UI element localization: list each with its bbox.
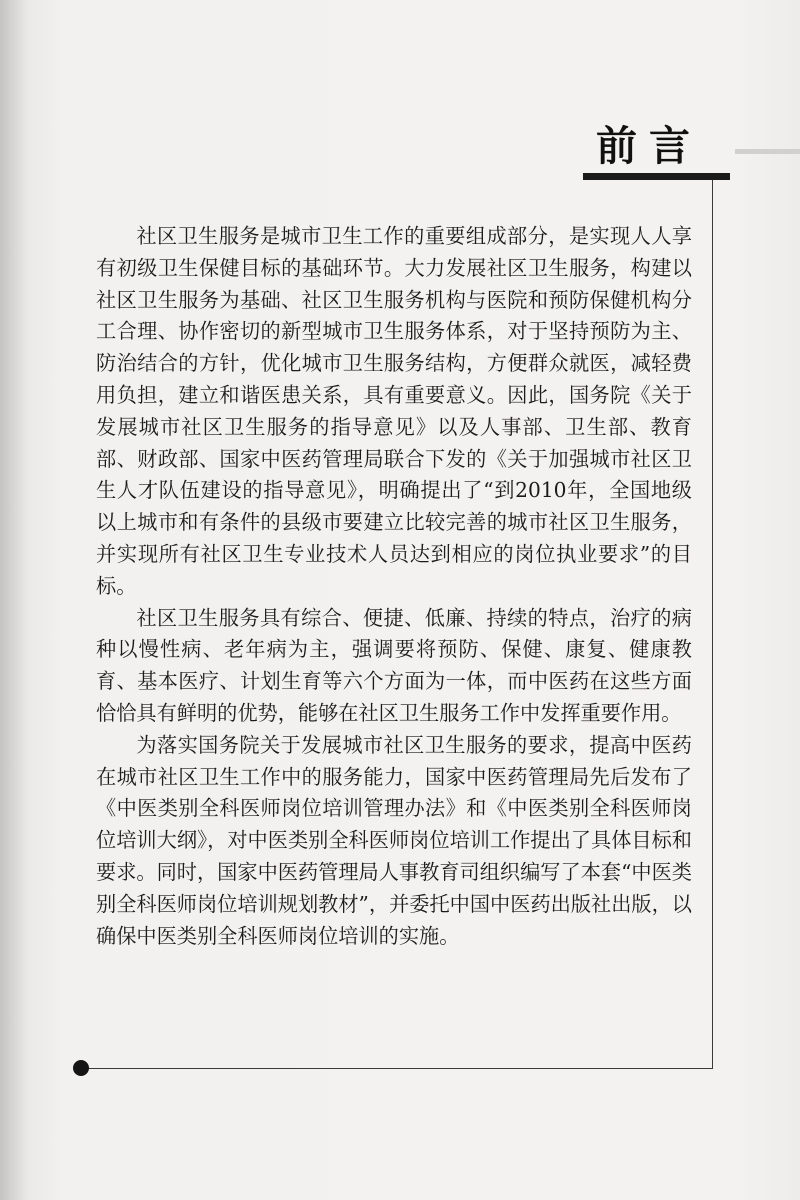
paragraph: 社区卫生服务具有综合、便捷、低廉、持续的特点，治疗的病种以慢性病、老年病为主，强调要将预防、保健、康复、健康教育、基本医疗、计划生育等六个方面为一体，而中医药在这些方面恰恰具有鲜明的优势，能够在社区卫生服务工作中发挥重要作用。: [96, 605, 692, 725]
paragraph: 为落实国务院关于发展城市社区卫生服务的要求，提高中医药在城市社区卫生工作中的服务能力，国家中医药管理局先后发布了《中医类别全科医师岗位培训管理办法》和《中医类别全科医师岗位培训大纲》，对中医类别全科医师岗位培训工作提出了具体目标和要求。同时，国家中医药管理局人事教育司组织编写了本套“中医类别全科医师岗位培训规划教材”，并委托中国中医药出版社出版，以确保中医类别全科医师岗位培训的实施。: [96, 732, 692, 948]
preface-body: [96, 221, 692, 952]
frame-bottom-line: [82, 1068, 713, 1069]
frame-corner-dot: [73, 1060, 89, 1076]
binding-shadow: [0, 0, 30, 1200]
page-title: 前言: [596, 122, 702, 170]
bleed-through-rule: [735, 149, 800, 154]
frame-right-line: [712, 180, 713, 1069]
title-underline: [583, 173, 730, 180]
paragraph: 社区卫生服务是城市卫生工作的重要组成部分，是实现人人享有初级卫生保健目标的基础环节。大力发展社区卫生服务，构建以社区卫生服务为基础、社区卫生服务机构与医院和预防保健机构分工合理、协作密切的新型城市卫生服务体系，对于坚持预防为主、防治结合的方针，优化城市卫生服务结构，方便群众就医，减轻费用负担，建立和谐医患关系，具有重要意义。因此，国务院《关于发展城市社区卫生服务的指导意见》以及人事部、卫生部、教育部、财政部、国家中医药管理局联合下发的《关于加强城市社区卫生人才队伍建设的指导意见》，明确提出了“到2010年，全国地级以上城市和有条件的县级市要建立比较完善的城市社区卫生服务，并实现所有社区卫生专业技术人员达到相应的岗位执业要求”的目标。: [96, 224, 692, 598]
